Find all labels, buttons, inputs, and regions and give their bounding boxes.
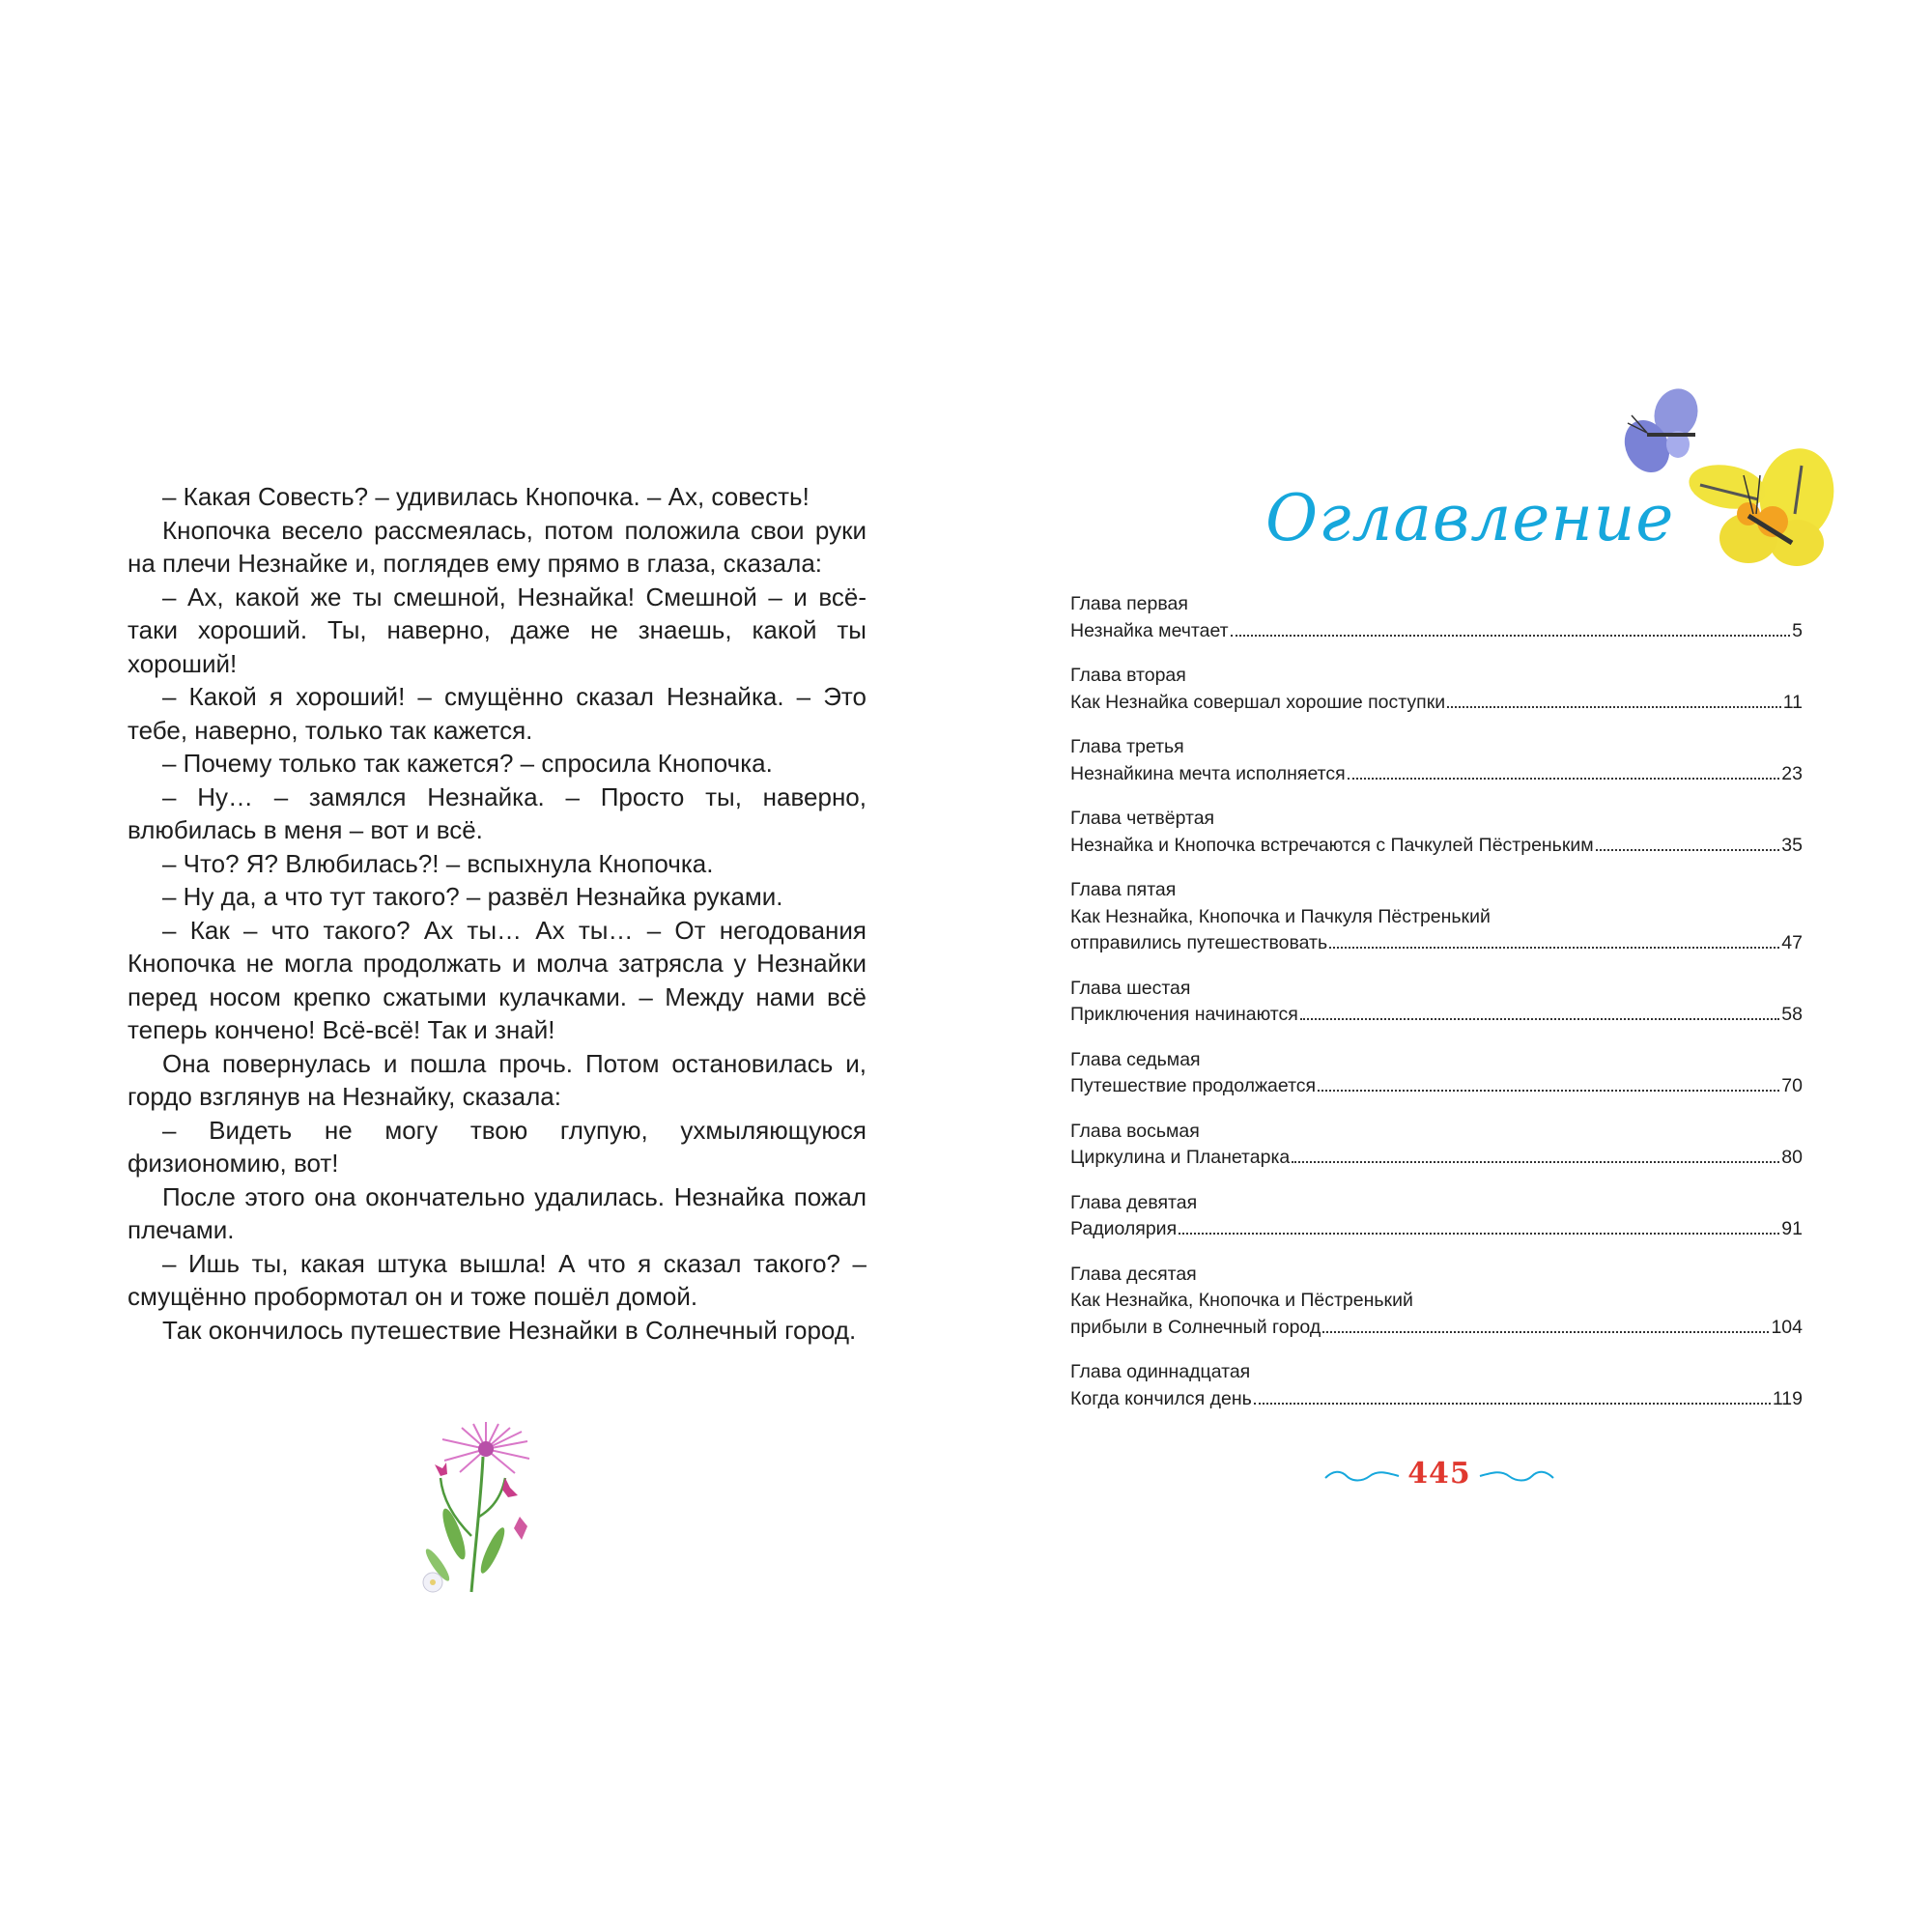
yellow-butterfly-icon xyxy=(1681,446,1845,572)
toc-page-number: 80 xyxy=(1781,1147,1803,1168)
story-paragraph: – Почему только так кажется? – спросила Кнопочка. xyxy=(162,749,773,778)
toc-entry[interactable] xyxy=(1070,663,1803,716)
toc-page-number: 35 xyxy=(1781,834,1803,856)
toc-entry[interactable] xyxy=(1070,1359,1803,1412)
toc-leader-dots xyxy=(1596,849,1780,851)
toc-leader-dots xyxy=(1318,1090,1779,1092)
toc-chapter-label: Глава восьмая xyxy=(1070,1120,1200,1142)
story-paragraph: – Что? Я? Влюбилась?! – вспыхнула Кнопочка. xyxy=(162,848,714,878)
toc-leader-dots xyxy=(1300,1018,1780,1020)
toc-chapter-title: Незнайка мечтает xyxy=(1070,619,1229,641)
toc-leader-dots xyxy=(1254,1403,1771,1405)
toc-page-number: 70 xyxy=(1781,1075,1803,1096)
story-paragraph: Кнопочка весело рассмеялась, потом положила свои руки на плечи Незнайке и, поглядев ему прямо в глаза, сказала: xyxy=(128,515,867,578)
story-paragraph: – Какой я хороший! – смущённо сказал Незнайка. – Это тебе, наверно, только так кажется. xyxy=(128,682,867,745)
toc-line xyxy=(1070,1386,1803,1413)
toc-entry[interactable] xyxy=(1070,734,1803,787)
toc-entry[interactable] xyxy=(1070,591,1803,644)
toc-leader-dots xyxy=(1447,706,1781,708)
toc-leader-dots xyxy=(1231,635,1791,637)
toc-chapter-label: Глава четвёртая xyxy=(1070,808,1215,829)
story-paragraph: Она повернулась и пошла прочь. Потом остановилась и, гордо взглянув на Незнайку, сказала: xyxy=(128,1048,867,1111)
toc-line xyxy=(1070,618,1803,645)
story-text xyxy=(128,480,867,1347)
toc-entry[interactable] xyxy=(1070,976,1803,1029)
toc-chapter-label: Глава седьмая xyxy=(1070,1048,1201,1070)
toc-line xyxy=(1070,1315,1803,1342)
flower-illustration-icon xyxy=(413,1420,558,1594)
toc-entry[interactable] xyxy=(1070,1119,1803,1172)
toc-chapter-label: Глава десятая xyxy=(1070,1263,1197,1285)
toc-chapter-title: прибыли в Солнечный город xyxy=(1070,1316,1321,1338)
toc-chapter-label: Глава вторая xyxy=(1070,665,1186,686)
toc-page-number: 58 xyxy=(1781,1004,1803,1025)
toc-entry[interactable] xyxy=(1070,1262,1803,1342)
toc-line xyxy=(1070,1002,1803,1029)
toc-chapter-title: Циркулина и Планетарка xyxy=(1070,1147,1291,1168)
story-paragraph: – Ишь ты, какая штука вышла! А что я сказал такого? – смущённо пробормотал он и тоже пошёл домой. xyxy=(128,1248,867,1311)
story-paragraph: – Видеть не могу твою глупую, ухмыляющуюся физиономию, вот! xyxy=(128,1115,867,1178)
story-paragraph: – Как – что такого? Ах ты… Ах ты… – От негодования Кнопочка не могла продолжать и молча затрясла у Незнайки перед носом крепко сжатыми кулачками. – Между нами всё теперь кончено! Всё-всё! Так и знай! xyxy=(128,915,867,1044)
toc-chapter-title: Незнайкина мечта исполняется xyxy=(1070,762,1346,784)
toc-leader-dots xyxy=(1292,1161,1779,1163)
toc-chapter-label: Глава пятая xyxy=(1070,879,1177,900)
toc-leader-dots xyxy=(1329,947,1779,949)
toc-chapter-title: Как Незнайка совершал хорошие поступки xyxy=(1070,691,1446,713)
toc-chapter-title: Радиолярия xyxy=(1070,1218,1178,1239)
page-number: 445 xyxy=(1407,1457,1471,1491)
toc-line xyxy=(1070,833,1803,860)
toc-line xyxy=(1070,761,1803,788)
toc-chapter-label: Глава первая xyxy=(1070,593,1188,614)
toc-title-line: Как Незнайка, Кнопочка и Пёстренький xyxy=(1070,1290,1413,1311)
table-of-contents xyxy=(1070,591,1803,1431)
toc-page-number: 11 xyxy=(1782,691,1803,713)
right-swirl-ornament-icon xyxy=(1478,1466,1555,1486)
story-paragraph: – Ну да, а что тут такого? – развёл Незнайка руками. xyxy=(162,882,783,911)
toc-title-line: Как Незнайка, Кнопочка и Пачкуля Пёстренький xyxy=(1070,905,1491,927)
story-paragraph: После этого она окончательно удалилась. Незнайка пожал плечами. xyxy=(128,1181,867,1244)
toc-line xyxy=(1070,690,1803,717)
toc-line xyxy=(1070,1073,1803,1100)
story-paragraph: – Ну… – замялся Незнайка. – Просто ты, наверно, влюбилась в меня – вот и всё. xyxy=(128,781,867,844)
toc-chapter-label: Глава третья xyxy=(1070,736,1184,757)
toc-leader-dots xyxy=(1179,1233,1779,1235)
toc-chapter-title: Незнайка и Кнопочка встречаются с Пачкулей Пёстреньким xyxy=(1070,834,1594,856)
toc-chapter-label: Глава одиннадцатая xyxy=(1070,1361,1251,1382)
toc-page-number: 5 xyxy=(1792,619,1803,641)
toc-chapter-title: отправились путешествовать xyxy=(1070,932,1328,953)
toc-chapter-title: Приключения начинаются xyxy=(1070,1004,1298,1025)
toc-chapter-title: Путешествие продолжается xyxy=(1070,1075,1317,1096)
toc-entry[interactable] xyxy=(1070,1190,1803,1243)
toc-leader-dots xyxy=(1348,778,1780,780)
toc-page-number: 23 xyxy=(1781,762,1803,784)
toc-chapter-label: Глава шестая xyxy=(1070,977,1191,999)
toc-entry[interactable] xyxy=(1070,1047,1803,1100)
toc-page-number: 91 xyxy=(1781,1218,1803,1239)
toc-chapter-label: Глава девятая xyxy=(1070,1191,1198,1213)
toc-page-number: 104 xyxy=(1771,1316,1803,1338)
page-number-block xyxy=(1323,1457,1555,1495)
toc-line xyxy=(1070,1216,1803,1243)
toc-entry[interactable] xyxy=(1070,877,1803,957)
story-paragraph: Так окончилось путешествие Незнайки в Солнечный город. xyxy=(162,1315,857,1345)
story-paragraph: – Какая Совесть? – удивилась Кнопочка. – Ах, совесть! xyxy=(162,482,810,511)
left-swirl-ornament-icon xyxy=(1323,1466,1401,1486)
toc-entry[interactable] xyxy=(1070,806,1803,859)
toc-page-number: 119 xyxy=(1772,1387,1803,1409)
toc-title: Оглавление xyxy=(1265,481,1675,555)
toc-page-number: 47 xyxy=(1781,932,1803,953)
story-paragraph: – Ах, какой же ты смешной, Незнайка! Смешной – и всё-таки хороший. Ты, наверно, даже не знаешь, какой ты хороший! xyxy=(128,582,867,678)
toc-line xyxy=(1070,1145,1803,1172)
toc-chapter-title: Когда кончился день xyxy=(1070,1387,1252,1409)
toc-line xyxy=(1070,930,1803,957)
toc-leader-dots xyxy=(1322,1331,1769,1333)
